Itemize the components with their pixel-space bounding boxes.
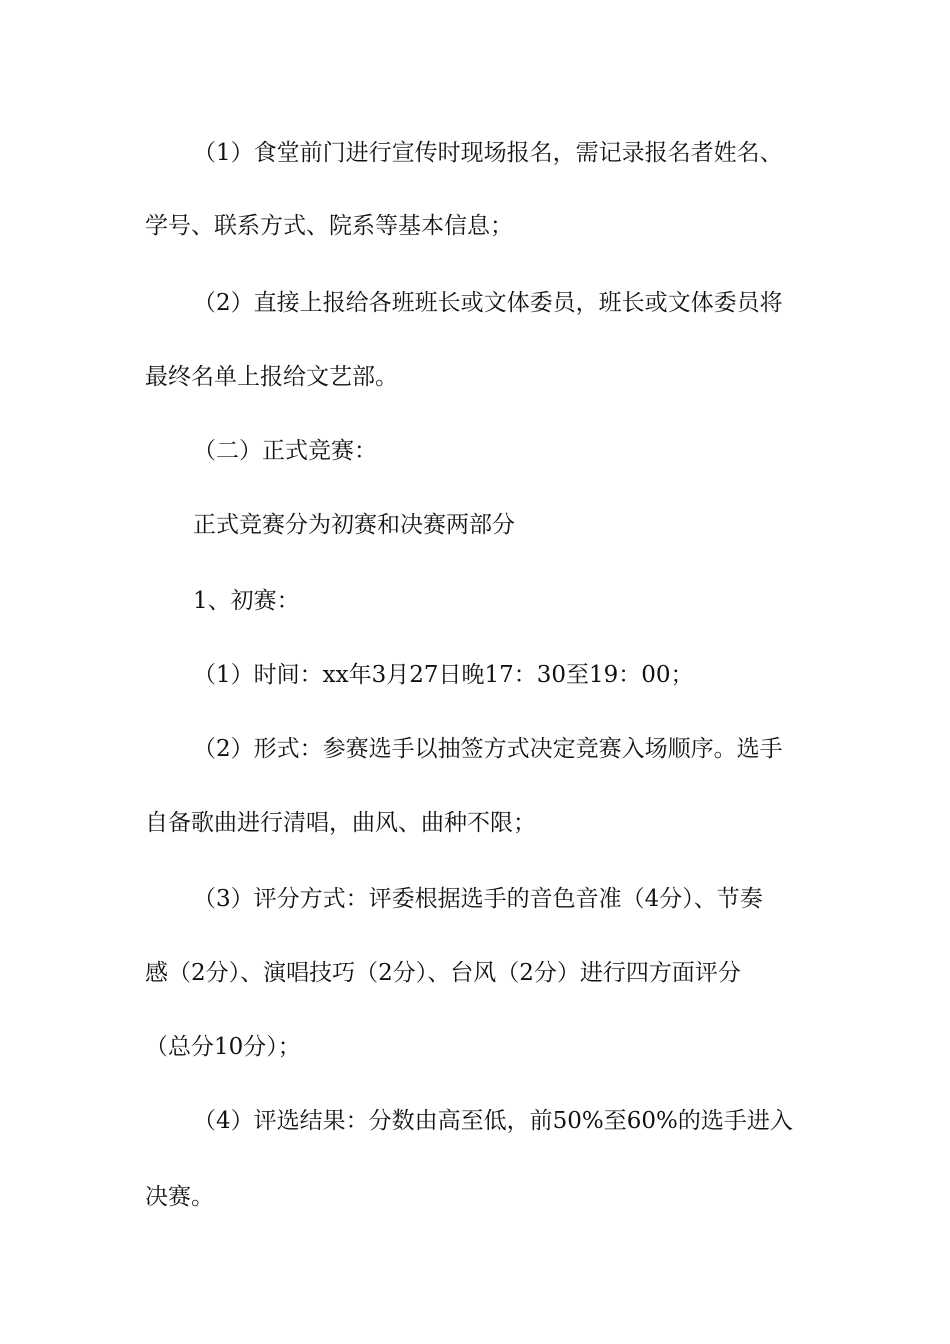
paragraph-line-8: （1）时间：xx年3月27日晚17：30至19：00； <box>193 662 694 688</box>
paragraph-line-1: （1）食堂前门进行宣传时现场报名，需记录报名者姓名、 <box>193 140 783 166</box>
paragraph-line-10: 自备歌曲进行清唱，曲风、曲种不限； <box>145 810 536 836</box>
paragraph-line-13: （总分10分）； <box>145 1034 301 1060</box>
paragraph-line-15: 决赛。 <box>145 1184 214 1210</box>
subheading-preliminary: 1、初赛： <box>193 588 300 614</box>
paragraph-line-9: （2）形式：参赛选手以抽签方式决定竞赛入场顺序。选手 <box>193 736 783 762</box>
paragraph-line-3: （2）直接上报给各班班长或文体委员，班长或文体委员将 <box>193 290 783 316</box>
paragraph-line-14: （4）评选结果：分数由高至低，前50%至60%的选手进入 <box>193 1108 793 1134</box>
paragraph-line-11: （3）评分方式：评委根据选手的音色音准（4分）、节奏 <box>193 886 763 912</box>
paragraph-line-12: 感（2分）、演唱技巧（2分）、台风（2分）进行四方面评分 <box>145 960 741 986</box>
paragraph-line-4: 最终名单上报给文艺部。 <box>145 364 398 390</box>
section-heading-formal-competition: （二）正式竞赛： <box>193 438 377 464</box>
paragraph-line-6: 正式竞赛分为初赛和决赛两部分 <box>193 512 515 538</box>
paragraph-line-2: 学号、联系方式、院系等基本信息； <box>145 213 513 239</box>
